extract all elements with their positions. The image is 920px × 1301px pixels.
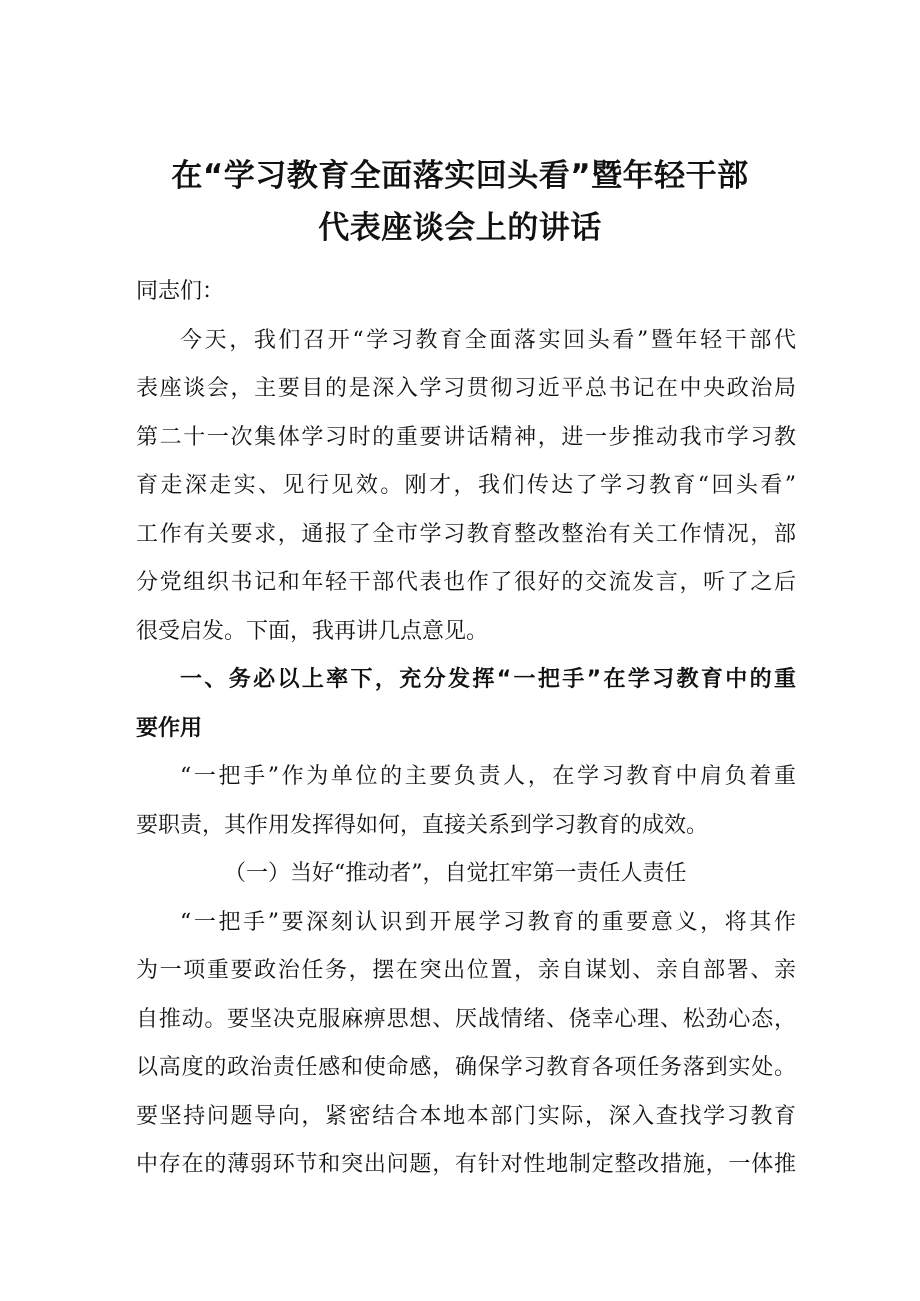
paragraph-3-line: 为一项重要政治任务，摆在突出位置，亲自谋划、亲自部署、亲 (136, 958, 796, 983)
document-title-line-2: 代表座谈会上的讲话 (318, 210, 602, 246)
paragraph-1-line: 分党组织书记和年轻干部代表也作了很好的交流发言，听了之后 (136, 570, 796, 595)
paragraph-2-line: 要职责，其作用发挥得如何，直接关系到学习教育的成效。 (136, 812, 709, 838)
paragraph-3-line: “一把手”要深刻认识到开展学习教育的重要意义，将其作 (180, 909, 796, 935)
salutation: 同志们： (136, 279, 225, 304)
document-body (136, 268, 796, 1190)
paragraph-2-line: “一把手”作为单位的主要负责人，在学习教育中肩负着重 (180, 764, 796, 789)
document-title-line-1: 在“学习教育全面落实回头看”暨年轻干部 (171, 158, 749, 194)
paragraph-1-line: 今天，我们召开“学习教育全面落实回头看”暨年轻干部代 (180, 327, 796, 353)
paragraph-1-line: 育走深走实、见行见效。刚才，我们传达了学习教育“回头看” (136, 473, 796, 498)
subsection-heading: （一）当好“推动者”，自觉扛牢第一责任人责任 (224, 861, 687, 886)
paragraph-3-line: 自推动。要坚决克服麻痹思想、厌战情绪、侥幸心理、松劲心态， (136, 1006, 796, 1032)
paragraph-1-line: 表座谈会，主要目的是深入学习贯彻习近平总书记在中央政治局 (136, 376, 796, 401)
section-heading-line: 一、务必以上率下，充分发挥“一把手”在学习教育中的重 (180, 667, 796, 692)
paragraph-3-line: 中存在的薄弱环节和突出问题，有针对性地制定整改措施，一体推 (136, 1152, 796, 1177)
paragraph-1-line: 第二十一次集体学习时的重要讲话精神，进一步推动我市学习教 (136, 424, 796, 450)
section-heading-line: 要作用 (136, 715, 203, 741)
paragraph-1-line: 工作有关要求，通报了全市学习教育整改整治有关工作情况，部 (136, 521, 796, 547)
paragraph-3-line: 要坚持问题导向，紧密结合本地本部门实际，深入查找学习教育 (136, 1103, 796, 1129)
paragraph-1-line: 很受启发。下面，我再讲几点意见。 (136, 618, 489, 644)
paragraph-3-line: 以高度的政治责任感和使命感，确保学习教育各项任务落到实处。 (136, 1055, 796, 1080)
